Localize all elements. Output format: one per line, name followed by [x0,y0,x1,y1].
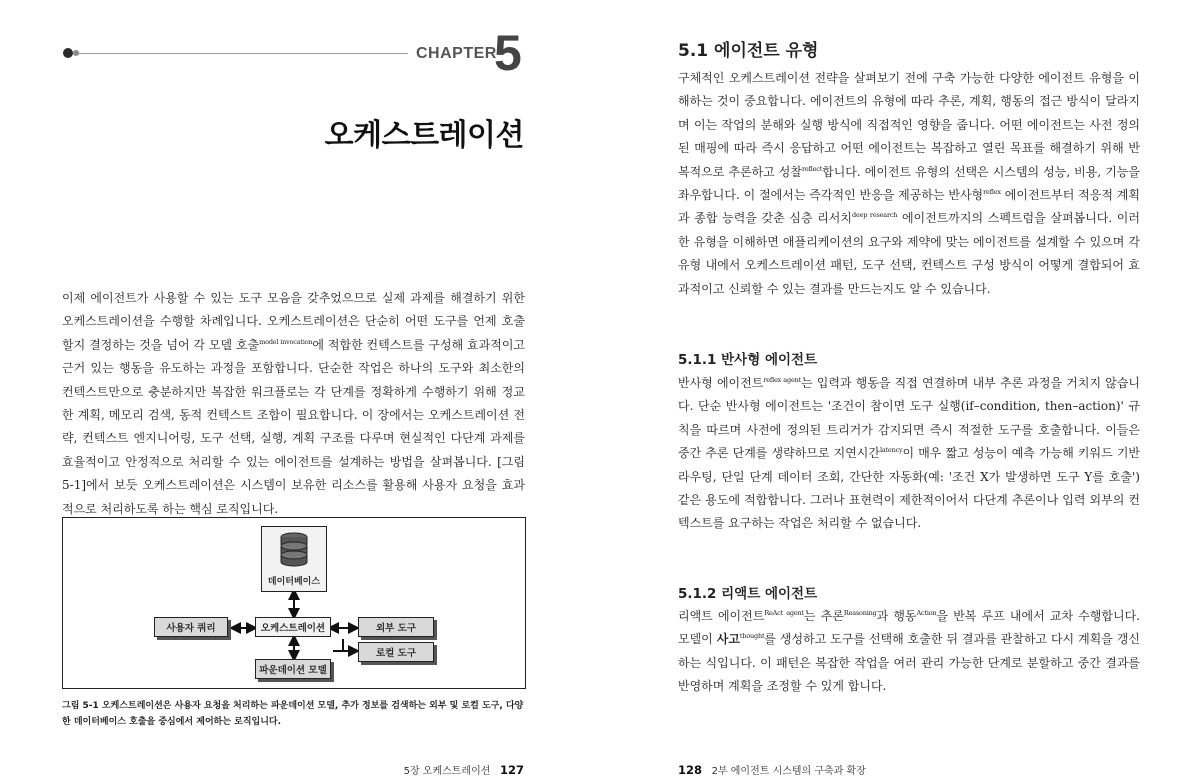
left-footer [404,762,524,777]
sub1-text-1: 반사형 에이전트 [678,376,764,390]
chapter-number: 5 [494,25,522,81]
chapter-bullet-shadow-icon [73,50,79,56]
external-tools-box [358,617,434,637]
chapter-bullet-icon [63,48,73,58]
sub1-annotation-2: latency [879,446,903,455]
right-page [595,0,1189,782]
section-text-1: 구체적인 오케스트레이션 전략을 살펴보기 전에 구축 가능한 다양한 에이전트 유형을 이해하는 것이 중요합니다. 에이전트의 유형에 따라 추론, 계획, 행동의 접근 방식이 달라지며 이는 작업의 분해와 실행 방식에 직접적인 영향을 줍니다. 어떤 에이전트는 사전 정의된 매핑에 따라 즉시 응답하고 어떤 에이전트는 복잡하고 열린 목표를 해결하기 위해 반복적으로 추론하고 성찰 [678,71,1140,179]
intro-paragraph [62,287,525,521]
right-footer [678,762,866,777]
foundation-model-label: 파운데이션 모델 [259,665,327,676]
section-paragraph [678,67,1140,301]
user-query-box [154,617,228,637]
sub1-text-2: 는 입력과 행동을 직접 연결하며 내부 추론 과정을 거치지 않습니다. 단순 반사형 에이전트는 '조건이 참이면 도구 실행(if–condition, then–action)' 규칙을 따르며 사전에 정의된 트리거가 감지되면 즉시 적절한 도구를 호출합니다. 이들은 중간 추론 단계를 생략하므로 지연시간 [678,376,1140,461]
database-box [261,526,327,592]
subsection2-title: 5.1.2 리액트 에이전트 [678,586,818,602]
right-page-number: 128 [678,763,703,777]
sub2-annotation-4: thought [739,632,765,641]
sub2-text-4: 을 반복 루프 내에서 교차 수행합니다. 모델이 [678,609,1140,647]
section-text-2: 합니다. 에이전트 유형의 선택은 시스템의 성능, 비용, 기능을 좌우합니다. 이 절에서는 즉각적인 반응을 제공하는 반사형 [678,164,1140,203]
right-footer-text: 2부 에이전트 시스템의 구축과 확장 [711,766,866,777]
chapter-label: CHAPTER [416,45,497,62]
foundation-model-box [255,659,331,679]
sub2-bold-term: 사고 [716,632,740,647]
left-page-number: 127 [499,763,524,777]
left-page [0,0,594,782]
section-title: 5.1 에이전트 유형 [678,41,819,61]
left-footer-text: 5장 오케스트레이션 [403,766,491,777]
section-annotation-1: reflect [801,164,823,173]
figure-caption: 그림 5-1 오케스트레이션은 사용자 요청을 처리하는 파운데이션 모델, 추가 정보를 검색하는 외부 및 로컬 도구, 다양한 데이터베이스 호출을 중심에서 제어하는 로직입니다. [62,701,524,727]
subsection1-paragraph [678,372,1140,536]
local-tools-label: 로컬 도구 [375,648,416,659]
section-annotation-3: deep research [852,211,898,220]
sub1-text-3: 이 매우 짧고 성능이 예측 가능해 키워드 기반 라우팅, 단일 단계 데이터 조회, 간단한 자동화(예: '조건 X가 발생하면 도구 Y를 호출') 같은 용도에 적합합니다. 그러나 표현력이 제한적이어서 다단계 추론이나 입력 외부의 컨텍스트를 요구하는 작업은 처리할 수 없습니다. [678,446,1141,531]
database-icon [279,532,309,570]
orchestration-label: 오케스트레이션 [260,623,326,634]
sub1-annotation-1: reflex agent [763,376,801,384]
orchestration-box [255,617,331,637]
sub2-text-1: 리액트 에이전트 [678,609,765,623]
sub2-annotation-2: Reasoning [843,609,877,617]
sub2-text-2: 는 추론 [803,609,844,623]
sub2-annotation-3: Action [916,609,937,617]
section-text-3: 에이전트부터 적응적 계획과 종합 능력을 갖춘 심층 리서치 [678,188,1140,226]
user-query-label: 사용자 쿼리 [166,623,216,634]
chapter-title: 오케스트레이션 [324,118,524,153]
intro-text-1: 이제 에이전트가 사용할 수 있는 도구 모음을 갖추었으므로 실제 과제를 해결하기 위한 오케스트레이션을 수행할 차례입니다. 오케스트레이션은 단순히 어떤 도구를 언제 호출할지 결정하는 것을 넘어 각 모델 호출 [62,291,525,352]
figure-5-1 [62,517,526,689]
external-tools-label: 외부 도구 [375,623,416,634]
sub2-text-3: 과 행동 [876,609,917,623]
subsection1-title: 5.1.1 반사형 에이전트 [678,352,818,368]
intro-annotation: model invocation [259,337,313,346]
subsection2-paragraph [678,605,1140,699]
section-text-4: 에이전트까지의 스펙트럼을 살펴봅니다. 이러한 유형을 이해하면 애플리케이션의 요구와 제약에 맞는 에이전트를 설계할 수 있으며 각 유형 내에서 오케스트레이션 패턴, 도구 선택, 컨텍스트 구성 방식이 어떻게 결합되어 효과적이고 신뢰할 수 있는 결과를 만드는지도 알 수 있습니다. [678,211,1140,296]
database-label: 데이터베이스 [267,576,321,587]
sub2-annotation-1: ReAct agent [764,609,804,617]
chapter-rule [70,53,408,54]
intro-text-2: 에 적합한 컨텍스트를 구성해 효과적이고 근거 있는 행동을 유도하는 과정을 포함합니다. 단순한 작업은 하나의 도구와 최소한의 컨텍스트만으로 충분하지만 복잡한 워크플로는 각 단계를 정확하게 수행하기 위해 정교한 계획, 메모리 검색, 동적 컨텍스트 조합이 필요합니다. 이 장에서는 오케스트레이션 전략, 컨텍스트 엔지니어링, 도구 선택, 실행, 계획 구조를 다루며 현실적인 다단계 과제를 효율적이고 안정적으로 처리할 수 있는 에이전트를 설계하는 방법을 살펴봅니다. [그림 5-1]에서 보듯 오케스트레이션은 시스템이 보유한 리소스를 활용해 사용자 요청을 효과적으로 처리하도록 하는 핵심 로직입니다. [62,337,526,516]
local-tools-box [358,642,434,662]
sub2-text-5: 를 생성하고 도구를 선택해 호출한 뒤 결과를 관찰하고 다시 계획을 갱신하는 식입니다. 이 패턴은 복잡한 작업을 여러 관리 가능한 단계로 분할하고 중간 결과를 반영하며 계획을 조정할 수 있게 합니다. [678,632,1140,694]
section-annotation-2: reflex [983,188,1001,197]
